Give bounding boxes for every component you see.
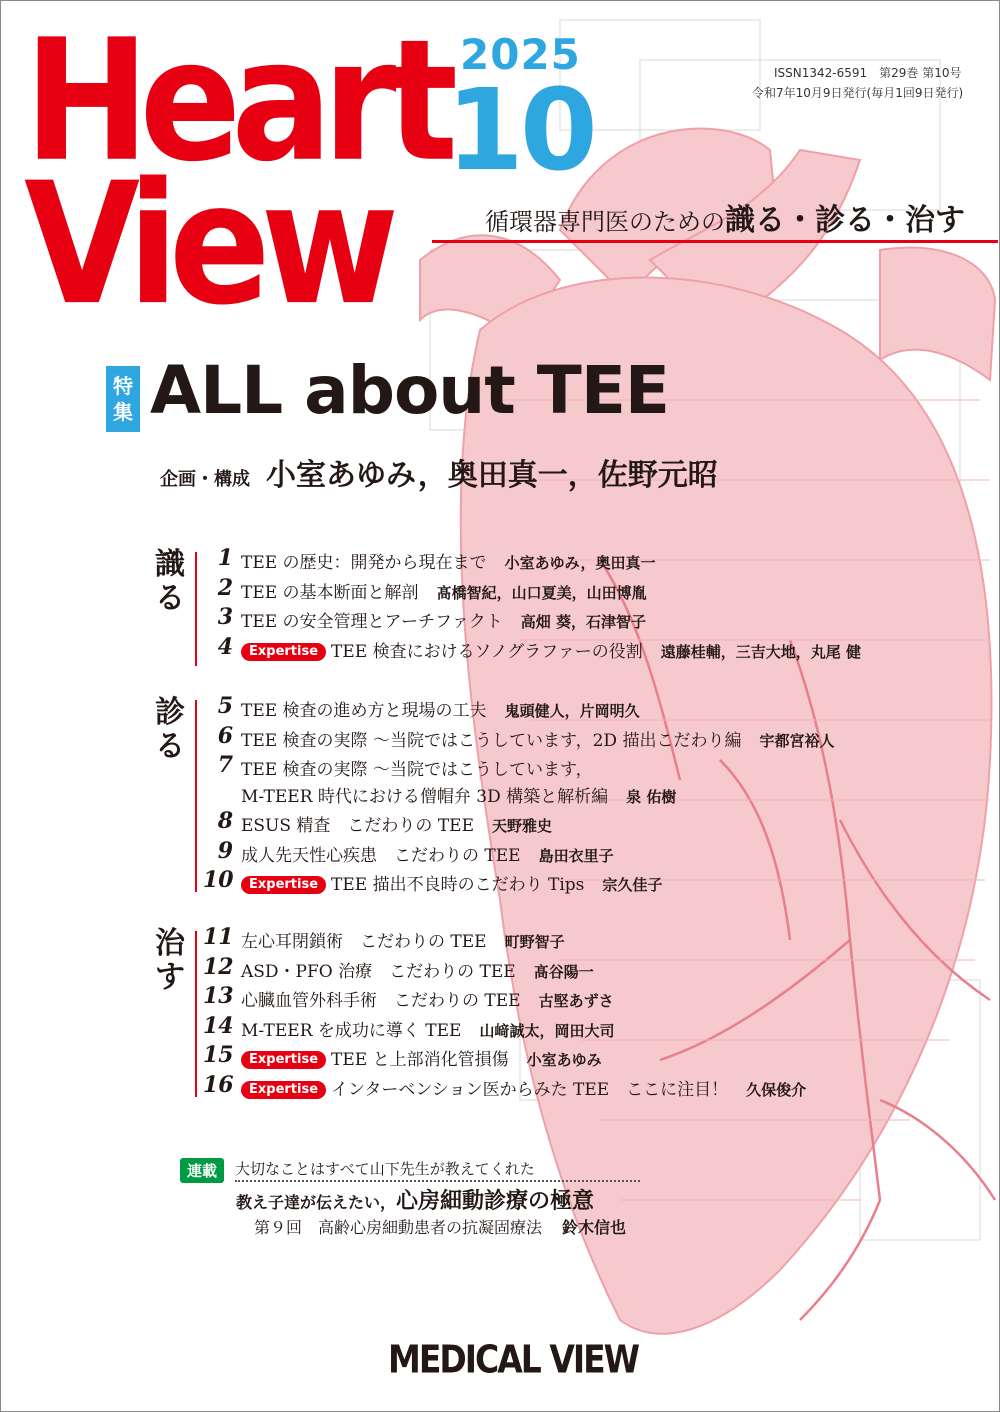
entry-authors: 宗久佳子 [602,876,663,894]
publisher-logo: MEDICAL VIEW [388,1337,639,1382]
entry-title: TEE 描出不良時のこだわり Tips [331,875,585,895]
series-author: 鈴木信也 [562,1218,627,1237]
entry-authors: 小室あゆみ [526,1051,602,1069]
entry-authors: 島田衣里子 [538,846,614,865]
feature-badge-char-1: 特 [113,374,133,398]
issue-month: 10 [446,66,594,196]
tagline [485,195,965,239]
logo-line-2: View [24,147,390,343]
entry-title: ESUS 精査 こだわりの TEE [241,816,474,836]
entry-number: 16 [203,1071,234,1098]
section-bar [195,700,197,892]
tagline-prefix: 循環器専門医のための [485,208,725,236]
expertise-badge: Expertise [241,643,326,661]
tagline-rule [432,240,998,243]
feature-badge [106,366,140,432]
entry-number: 14 [203,1012,234,1039]
editors-label: 企画・構成 [160,469,250,490]
entry-title: TEE 検査の実際 ～当院ではこうしています， [241,760,593,780]
feature-editors [160,450,718,494]
entry-authors: 山﨑誠太，岡田大司 [479,1021,615,1040]
entry-number: 9 [217,837,233,864]
series-subtitle: 大切なことはすべて山下先生が教えてくれた [235,1158,640,1182]
entry-title: TEE の歴史：開発から現在まで [241,553,487,573]
section-label-char: 識 [155,547,185,582]
entry-number: 10 [203,867,234,893]
entry-number: 3 [217,604,233,630]
entry-number: 11 [203,924,234,950]
entry-number: 2 [217,574,233,601]
logo-line-1: Heart [24,4,449,200]
section-bar [195,931,197,1097]
section-label-char: す [155,960,185,995]
section-label-char: る [155,581,185,616]
entry-number: 12 [203,953,234,980]
entry-title: TEE 検査におけるソノグラファーの役割 [331,641,643,662]
entry-number: 1 [217,545,233,571]
entry-title: M-TEER を成功に導く TEE [241,1020,462,1041]
entry-number: 7 [217,752,233,778]
entry-title: TEE の基本断面と解剖 [241,582,419,603]
entry-authors: 町野智子 [504,933,565,951]
entry-authors: 鬼頭健人，片岡明久 [504,702,640,720]
entry-title: 心臓血管外科手術 こだわりの TEE [241,991,521,1011]
series-title-prefix: 教え子達が伝えたい， [236,1193,397,1212]
series-episode [254,1215,626,1238]
series-title-main: 心房細動診療の極意 [396,1189,595,1214]
entry-authors: 高畑 葵，石津智子 [520,613,646,631]
entry-authors: 髙橋智紀，山口夏美，山田博胤 [436,583,647,602]
section-label [155,548,185,616]
expertise-badge: Expertise [241,1081,326,1099]
entry-number: 13 [203,983,234,1009]
section-label-char: る [155,729,185,764]
entry-number: 5 [217,693,233,719]
feature-title: ALL about TEE [150,352,669,429]
section-label-char: 治 [155,926,185,961]
feature-badge-char-2: 集 [113,400,133,424]
publication-date: 令和7年10月9日発行(毎月1回9日発行) [752,86,964,100]
entry-number: 15 [203,1042,234,1068]
series-title[interactable] [236,1184,594,1215]
entry-authors: 久保俊介 [746,1080,807,1099]
entry-number: 4 [217,633,233,660]
entry-title: TEE と上部消化管損傷 [331,1050,509,1070]
entry-authors: 遠藤桂輔，三吉大地，丸尾 健 [660,642,861,661]
entry-authors: 宇都宮裕人 [759,731,835,750]
issn-volume: ISSN1342-6591 第29巻 第10号 [774,66,962,80]
entry-title: インターベンション医からみた TEE ここに注目！ [331,1079,729,1100]
section-label [155,927,185,995]
entry-authors: 古堅あずさ [538,992,614,1010]
expertise-badge: Expertise [241,876,326,894]
entry-title: 左心耳閉鎖術 こだわりの TEE [241,932,487,952]
editors-names: 小室あゆみ，奥田真一，佐野元昭 [266,458,718,493]
magazine-logo [24,4,449,343]
entry-title: 成人先天性心疾患 こだわりの TEE [241,845,521,866]
issue-year: 2025 [460,30,581,79]
section-label-char: 診 [155,695,185,730]
entry-authors: 小室あゆみ，奥田真一 [504,554,656,572]
entry-title-line-2: M-TEER 時代における僧帽弁 3D 構築と解析編 [241,787,609,807]
entry-authors: 髙谷陽一 [533,962,594,981]
entry-authors: 泉 佑樹 [626,788,677,806]
entry-number: 8 [217,808,233,834]
entry-title: TEE 検査の進め方と現場の工夫 [241,701,487,721]
entry-title: TEE 検査の実際 ～当院ではこうしています，2D 描出こだわり編 [241,730,742,751]
section-bar [195,552,197,666]
entry-title: TEE の安全管理とアーチファクト [241,612,503,632]
section-label [155,696,185,764]
entry-authors: 天野雅史 [492,817,553,835]
tagline-main: 識る・診る・治す [725,203,965,238]
series-badge: 連載 [180,1158,224,1183]
series-episode-title: 第９回 高齢心房細動患者の抗凝固療法 [254,1218,543,1237]
expertise-badge: Expertise [241,1051,326,1069]
entry-title: ASD・PFO 治療 こだわりの TEE [241,961,516,982]
entry-number: 6 [217,722,233,749]
